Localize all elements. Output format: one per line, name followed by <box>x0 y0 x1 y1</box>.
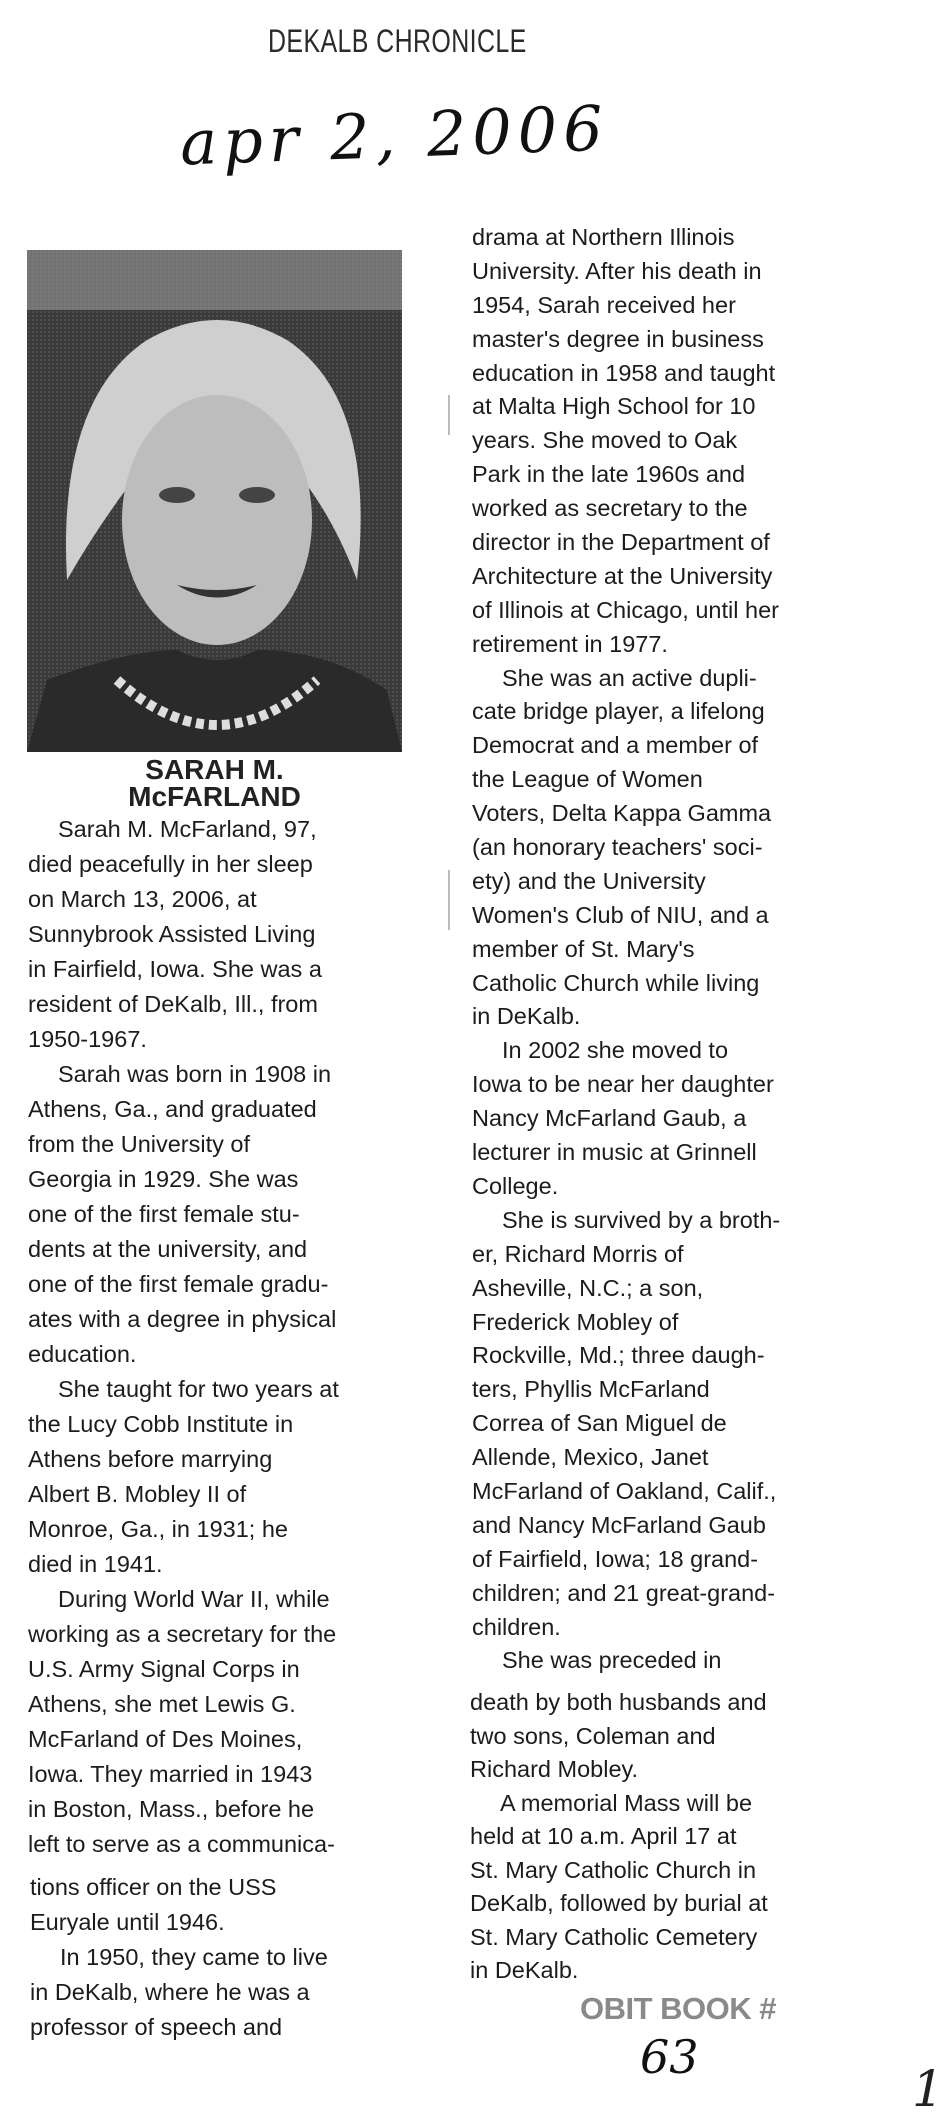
text-line: Iowa to be near her daughter <box>472 1071 774 1098</box>
text-line: education in 1958 and taught <box>472 359 776 386</box>
obituary-portrait-photo <box>27 250 402 752</box>
text-line: She was preceded in <box>502 1647 722 1674</box>
text-line: on March 13, 2006, at <box>28 886 257 912</box>
text-line: one of the first female stu- <box>28 1201 300 1227</box>
text-line: St. Mary Catholic Cemetery <box>470 1923 758 1950</box>
headline-line: SARAH M. <box>145 754 284 785</box>
text-line: Iowa. They married in 1943 <box>28 1761 313 1787</box>
text-line: Architecture at the University <box>472 562 773 589</box>
text-line: tions officer on the USS <box>30 1874 277 1900</box>
text-line: U.S. Army Signal Corps in <box>28 1656 300 1682</box>
text-line: at Malta High School for 10 <box>472 393 756 420</box>
text-line: Athens, Ga., and graduated <box>28 1096 317 1122</box>
text-line: Richard Mobley. <box>470 1756 639 1782</box>
text-line: years. She moved to Oak <box>472 427 738 454</box>
text-line: death by both husbands and <box>470 1689 767 1715</box>
text-line: in Fairfield, Iowa. She was a <box>28 956 322 982</box>
text-line: in Boston, Mass., before he <box>28 1796 315 1822</box>
column-divider <box>448 870 450 930</box>
text-line: died peacefully in her sleep <box>28 851 313 877</box>
headline-line: McFARLAND <box>128 781 301 812</box>
text-line: drama at Northern Illinois <box>472 224 735 250</box>
handwritten-book-number: 63 <box>640 2030 699 2084</box>
text-line: ates with a degree in physical <box>28 1306 337 1332</box>
obit-book-stamp: OBIT BOOK # <box>580 1991 777 2026</box>
obituary-headline <box>27 756 402 810</box>
text-line: left to serve as a communica- <box>28 1831 335 1857</box>
text-line: ety) and the University <box>472 867 706 894</box>
text-line: College. <box>472 1172 559 1199</box>
text-line: In 1950, they came to live <box>60 1944 328 1970</box>
text-line: lecturer in music at Grinnell <box>472 1139 757 1166</box>
text-line: Allende, Mexico, Janet <box>472 1444 709 1471</box>
text-line: McFarland of Des Moines, <box>28 1726 303 1752</box>
text-line: Athens, she met Lewis G. <box>28 1691 296 1717</box>
text-line: in DeKalb, where he was a <box>30 1979 310 2005</box>
text-line: Sarah was born in 1908 in <box>58 1061 332 1087</box>
text-line: Sunnybrook Assisted Living <box>28 921 316 947</box>
text-line: University. After his death in <box>472 257 762 284</box>
text-line: children. <box>472 1613 561 1640</box>
text-line: Rockville, Md.; three daugh- <box>472 1342 765 1369</box>
text-line: died in 1941. <box>28 1551 163 1577</box>
text-line: professor of speech and <box>30 2014 283 2040</box>
text-line: ters, Phyllis McFarland <box>472 1376 710 1403</box>
text-line: resident of DeKalb, Ill., from <box>28 991 318 1017</box>
newspaper-masthead: DEKALB CHRONICLE <box>268 23 527 59</box>
text-line: er, Richard Morris of <box>472 1240 684 1267</box>
text-line: master's degree in business <box>472 325 764 352</box>
text-line: Sarah M. McFarland, 97, <box>58 816 317 842</box>
text-line: Correa of San Miguel de <box>472 1410 727 1437</box>
text-line: from the University of <box>28 1131 251 1157</box>
text-line: Women's Club of NIU, and a <box>472 901 769 928</box>
text-line: Catholic Church while living <box>472 969 760 996</box>
text-line: Frederick Mobley of <box>472 1308 679 1335</box>
text-line: (an honorary teachers' soci- <box>472 834 763 861</box>
text-line: the Lucy Cobb Institute in <box>28 1411 294 1437</box>
text-line: A memorial Mass will be <box>500 1789 753 1816</box>
text-line: She taught for two years at <box>58 1376 339 1402</box>
text-line: Athens before marrying <box>28 1446 273 1472</box>
text-line: and Nancy McFarland Gaub <box>472 1511 766 1538</box>
text-line: 1950-1967. <box>28 1026 147 1052</box>
text-line: Democrat and a member of <box>472 732 759 759</box>
text-line: In 2002 she moved to <box>502 1037 729 1064</box>
text-line: 1954, Sarah received her <box>472 291 736 318</box>
text-line: DeKalb, followed by burial at <box>470 1890 768 1916</box>
text-line: worked as secretary to the <box>472 495 748 522</box>
handwritten-date: apr 2, 2006 <box>178 91 610 180</box>
text-line: Georgia in 1929. She was <box>28 1166 299 1192</box>
text-line: member of St. Mary's <box>472 935 695 962</box>
column-divider <box>448 395 450 435</box>
text-line: of Illinois at Chicago, until her <box>472 596 779 623</box>
text-line: cate bridge player, a lifelong <box>472 698 765 725</box>
text-line: Euryale until 1946. <box>30 1909 225 1935</box>
text-line: in DeKalb. <box>470 1957 579 1983</box>
text-line: Asheville, N.C.; a son, <box>472 1274 704 1301</box>
text-line: Voters, Delta Kappa Gamma <box>472 800 772 827</box>
right-column-text-bottom <box>470 1686 768 1988</box>
corner-handwritten-mark: 1 <box>912 2060 944 2118</box>
text-line: retirement in 1977. <box>472 630 668 657</box>
text-line: Monroe, Ga., in 1931; he <box>28 1516 288 1542</box>
text-line: of Fairfield, Iowa; 18 grand- <box>472 1545 759 1572</box>
text-line: children; and 21 great-grand- <box>472 1579 776 1606</box>
text-line: Nancy McFarland Gaub, a <box>472 1105 747 1132</box>
text-line: working as a secretary for the <box>28 1621 337 1647</box>
text-line: one of the first female gradu- <box>28 1271 329 1297</box>
left-column-text-top <box>28 812 339 1862</box>
text-line: director in the Department of <box>472 529 770 556</box>
text-line: McFarland of Oakland, Calif., <box>472 1477 777 1504</box>
text-line: dents at the university, and <box>28 1236 308 1262</box>
text-line: Albert B. Mobley II of <box>28 1481 247 1507</box>
right-column-text-top <box>472 221 780 1678</box>
text-line: in DeKalb. <box>472 1003 581 1030</box>
left-column-text-bottom <box>30 1870 328 2045</box>
text-line: She was an active dupli- <box>502 664 757 691</box>
text-line: Park in the late 1960s and <box>472 461 746 488</box>
text-line: education. <box>28 1341 137 1367</box>
text-line: held at 10 a.m. April 17 at <box>470 1823 737 1849</box>
text-line: St. Mary Catholic Church in <box>470 1856 757 1883</box>
text-line: During World War II, while <box>58 1586 330 1612</box>
text-line: two sons, Coleman and <box>470 1722 716 1749</box>
text-line: the League of Women <box>472 766 703 793</box>
text-line: She is survived by a broth- <box>502 1206 781 1233</box>
